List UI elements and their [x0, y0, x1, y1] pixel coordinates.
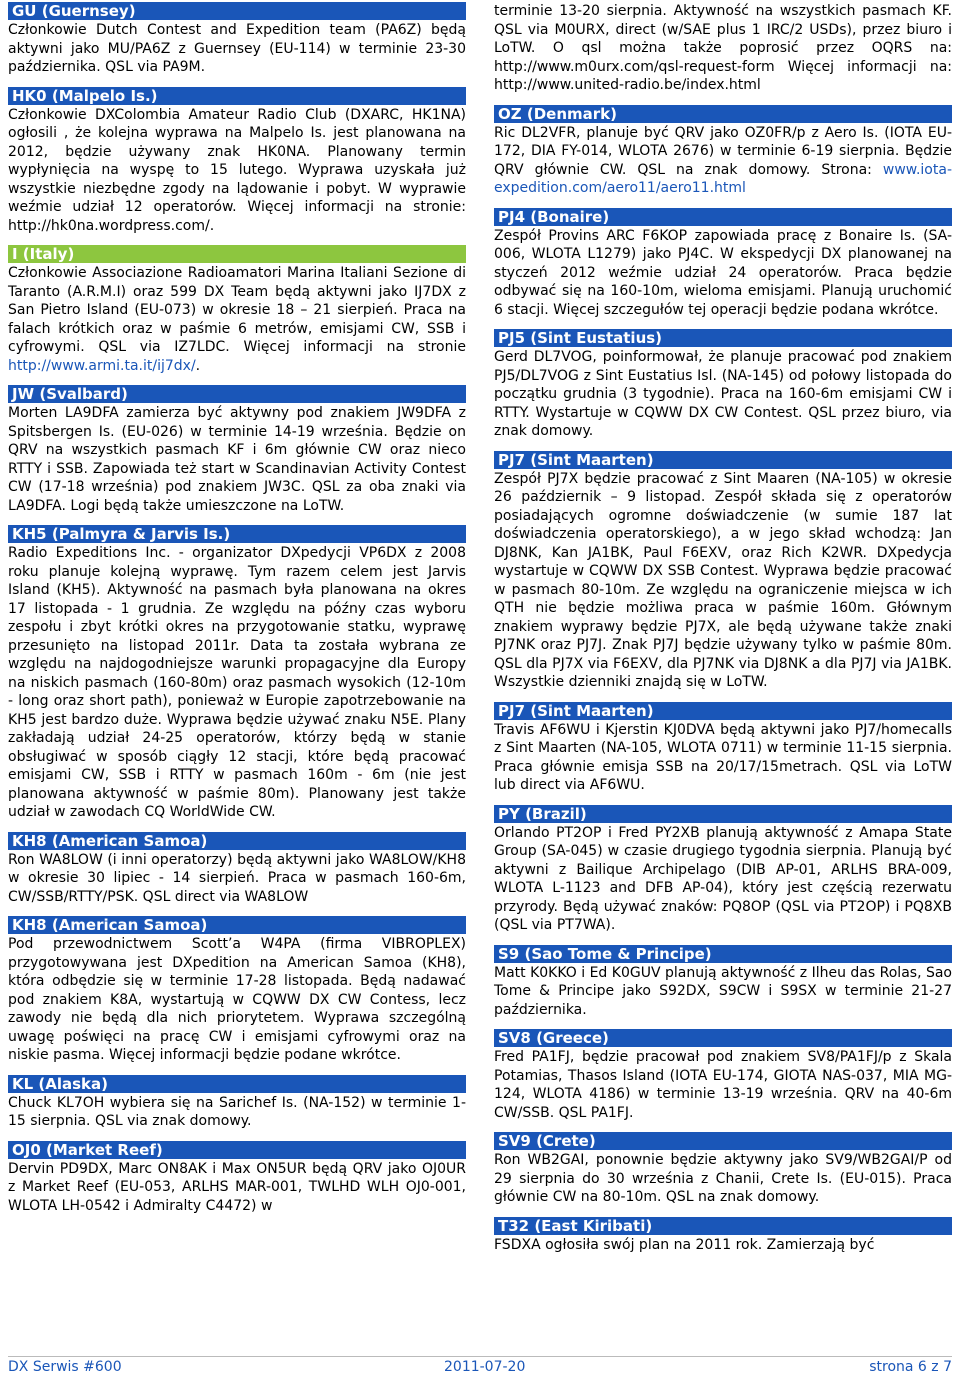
section-link[interactable]: http://www.armi.ta.it/ij7dx/: [8, 357, 196, 374]
section-header: PY (Brazil): [494, 805, 952, 823]
section-body: [8, 264, 466, 375]
section-header: PJ5 (Sint Eustatius): [494, 329, 952, 347]
section-text: Zespół Provins ARC F6KOP zapowiada pracę z Bonaire Is. (SA-006, WLOTA L1279) jako PJ4C. W ekspedycji DX planowanej na styczeń 2012 weźmie udział 24 operatorów. Praca będzie odbywać się na 160-10m, wieloma emisjami. Planują uruchomić 6 stacji. Więcej szczegułów tej operacji będzie podana wkrótce.: [494, 227, 952, 318]
section-header: KH5 (Palmyra & Jarvis Is.): [8, 525, 466, 543]
section-body: [8, 21, 466, 77]
section-text: Zespół PJ7X będzie pracować z Sint Maaren (NA-105) w okresie 26 październik – 9 listopad. Zespół składa się z operatorów posiadających ogromne doświadczenie (w sumie 187 lat doświadczenia operatorskiego), a w jego skład wchodzą: Jan DJ8NK, Kan JA1BK, Paul F6EXV, oraz Rich K2WR. DXpedycja wystartuje w CQWW DX SSB Contest. Wyprawa będzie pracować w pasmach 80-10m. Ze względu na ograniczenie miejsca w ich QTH nie będzie możliwa praca w paśmie 160m. Głównym znakiem wyprawy będzie PJ7X, ale będą używane także znaki PJ7NK oraz PJ7J. Znak PJ7J będzie używany tylko w paśmie 80m. QSL dla PJ7X via F6EXV, dla PJ7NK via DJ8NK a dla PJ7J via JA1BK. Wszystkie dzienniki znajdą się w LoTW.: [494, 470, 952, 690]
footer-publication: DX Serwis #600: [8, 1359, 122, 1375]
section-header: SV8 (Greece): [494, 1029, 952, 1047]
section-header: JW (Svalbard): [8, 385, 466, 403]
section-text: Ric DL2VFR, planuje być QRV jako OZ0FR/p z Aero Is. (IOTA EU-172, DIA FY-014, WLOTA 2676) w terminie 6-19 sierpnia. Będzie QRV głównie CW. QSL na znak domowy. Strona:: [494, 124, 952, 178]
section-header: HK0 (Malpelo Is.): [8, 87, 466, 105]
continued-text: [494, 2, 952, 95]
section-text: Travis AF6WU i Kjerstin KJ0DVA będą aktywni jako PJ7/homecalls z Sint Maarten (NA-105, WLOTA 0711) w terminie 11-15 sierpnia. Praca głównie emisja SSB na 20/17/15metrach. QSL via LoTW lub direct via AF6WU.: [494, 721, 952, 793]
footer-page-number: strona 6 z 7: [869, 1359, 952, 1375]
section-header: KH8 (American Samoa): [8, 916, 466, 934]
section: [494, 945, 952, 1020]
section-text: Ron WA8LOW (i inni operatorzy) będą aktywni jako WA8LOW/KH8 w okresie 30 lipiec - 14 sierpień. Praca w pasmach 160-6m, CW/SSB/RTTY/PSK. QSL direct via WA8LOW: [8, 851, 466, 905]
section-body: [494, 824, 952, 935]
section-text: Gerd DL7VOG, poinformował, że planuje pracować pod znakiem PJ5/DL7VOG z Sint Eustatius Isl. (NA-145) od połowy listopada do początku grudnia (3 tygodnie). Praca na 160-6m emisjami CW i RTTY. Wystartuje w CQWW DX CW Contest. QSL przez biuro, via znak domowy.: [494, 349, 952, 439]
section: [494, 702, 952, 795]
section-header: OZ (Denmark): [494, 105, 952, 123]
footer-date: 2011-07-20: [444, 1359, 526, 1375]
section: [8, 525, 466, 822]
section-body: [494, 721, 952, 795]
section-text: Matt K0KKO i Ed K0GUV planują aktywność z Ilheu das Rolas, Sao Tome & Principe jako S92DX, S9CW i S9SX w terminie 21-27 października.: [494, 964, 952, 1018]
section-header: OJ0 (Market Reef): [8, 1141, 466, 1159]
section-link[interactable]: www.iota-expedition.com/aero11/aero11.html: [494, 161, 952, 196]
section-body: [8, 1160, 466, 1216]
section-header: I (Italy): [8, 245, 466, 263]
section-body: [494, 227, 952, 320]
section: [494, 208, 952, 320]
section-header: KL (Alaska): [8, 1075, 466, 1093]
section-body: [8, 106, 466, 236]
section: [8, 832, 466, 907]
section-text: Fred PA1FJ, będzie pracował pod znakiem SV8/PA1FJ/p z Skala Potamias, Thasos Island (IOTA EU-174, GIOTA NAS-037, MIA MG-124, WLOTA 4186) w terminie 13-19 września. QRV na 40-6m CW/SSB. QSL PA1FJ.: [494, 1049, 952, 1121]
section-header: KH8 (American Samoa): [8, 832, 466, 850]
section: [494, 105, 952, 198]
section-body: [8, 404, 466, 515]
section-body: [8, 935, 466, 1065]
section-body: [494, 964, 952, 1020]
section-header: S9 (Sao Tome & Principe): [494, 945, 952, 963]
section-body: terminie 13-20 sierpnia. Aktywność na wszystkich pasmach KF. QSL via M0URX, direct (w/SAE plus 1 IRC/2 USDs), przez biuro i LoTW. O qsl można także poprosić przez OQRS na: http://www.m0urx.com/qsl-request-form Więcej informacji na: http://www.united-radio.be/index.html: [494, 3, 952, 93]
section-header: SV9 (Crete): [494, 1132, 952, 1150]
section-text-after: .: [195, 357, 201, 374]
left-column: [8, 2, 466, 1225]
section: [8, 87, 466, 236]
section-text: Dervin PD9DX, Marc ON8AK i Max ON5UR będą QRV jako OJ0UR z Market Reef (EU-053, ARLHS MAR-001, TWLHD WLH OJ0-001, WLOTA LH-0542 i Admiralty C4472) w: [8, 1160, 466, 1214]
section-text: Członkowie DXColombia Amateur Radio Club (DXARC, HK1NA) ogłosili , że kolejna wyprawa na Malpelo Is. jest planowana na 2012, będzie używany znak HK0NA. Planowany termin wypłynięcia na wyspę to 15 lutego. Wyprawa uzyskała już wszystkie niezbędne zgody na lądowanie i pobyt. W wyprawie weźmie udział 12 operatorów. Więcej informacji na stronie: http://hk0na.wordpress.com/.: [8, 106, 466, 234]
right-column: [494, 2, 952, 1264]
section-header: PJ4 (Bonaire): [494, 208, 952, 226]
section-text: Pod przewodnictwem Scott’a W4PA (firma VIBROPLEX) przygotowywana jest DXpedition na American Samoa (KH8), która odbędzie się w terminie 17-28 listopada. Będą nadawać pod znakiem K8A, wystartują w CQWW DX CW Contess, lecz zawody nie będą dla nich priorytetem. Wyprawa szczególną uwagę poświęci na pracę CW i emisjami cyfrowymi oraz na niskie pasma. Więcej informacji będzie podane wkrótce.: [8, 936, 466, 1063]
page-footer: [8, 1356, 952, 1377]
section-body: [494, 470, 952, 692]
section-body: [8, 1094, 466, 1131]
section: [8, 245, 466, 375]
section: [494, 1217, 952, 1255]
section-text: Orlando PT2OP i Fred PY2XB planują aktywność z Amapa State Group (SA-045) w czasie drugiego tygodnia sierpnia. Planują być aktywni z Bailique Archipelago (DIB AP-01, ARLHS BRA-009, WLOTA L-1123 and DFB AP-04), który jest częścią rezerwatu przyrody. Będą używać znaków: PQ8OP (QSL via PT2OP) i PQ8XB (QSL via PT7WA).: [494, 824, 952, 933]
section-header: PJ7 (Sint Maarten): [494, 702, 952, 720]
section: [494, 805, 952, 935]
section: [8, 916, 466, 1065]
section-header: T32 (East Kiribati): [494, 1217, 952, 1235]
section-body: [494, 124, 952, 198]
section: [8, 1141, 466, 1216]
section: [8, 2, 466, 77]
section-body: [494, 1236, 952, 1255]
section-text: Członkowie Dutch Contest and Expedition team (PA6Z) będą aktywni jako MU/PA6Z z Guernsey (EU-114) w terminie 23-30 października. QSL via PA9M.: [8, 22, 466, 75]
section-text: Członkowie Associazione Radioamatori Marina Italiani Sezione di Taranto (A.R.M.I) oraz 599 DX Team będą aktywni jako IJ7DX z San Pietro Island (EU-073) w okresie 18 – 21 sierpień. Praca na falach krótkich oraz w paśmie 6 metrów, emisjami CW, SSB i cyfrowymi. QSL via IZ7LDC. Więcej informacji na stronie: [8, 265, 466, 355]
section: [494, 451, 952, 692]
section-body: [494, 1048, 952, 1122]
section: [494, 329, 952, 441]
section: [8, 1075, 466, 1131]
section: [8, 385, 466, 515]
section-body: [494, 348, 952, 441]
section-body: [494, 1151, 952, 1207]
section-body: [8, 851, 466, 907]
section-text: Morten LA9DFA zamierza być aktywny pod znakiem JW9DFA z Spitsbergen Is. (EU-026) w terminie 14-19 września. Będzie on QRV na wszystkich pasmach KF i 6m głównie CW oraz nieco RTTY i SSB. Zapowiada też start w Scandinavian Activity Contest CW (17-18 września) pod znakiem JW3C. QSL za oba znaki via LA9DFA. Logi będą także umieszczone na LoTW.: [8, 405, 466, 514]
section-text: FSDXA ogłosiła swój plan na 2011 rok. Zamierzają być: [494, 1236, 875, 1253]
section: [494, 1132, 952, 1207]
section-header: GU (Guernsey): [8, 2, 466, 20]
section: [494, 1029, 952, 1122]
section-header: PJ7 (Sint Maarten): [494, 451, 952, 469]
section-body: [8, 544, 466, 822]
section-text: Chuck KL7OH wybiera się na Sarichef Is. (NA-152) w terminie 1-15 sierpnia. QSL via znak domowy.: [8, 1094, 466, 1129]
section-text: Radio Expeditions Inc. - organizator DXpedycji VP6DX z 2008 roku planuje kolejną wyprawę. Tym razem celem jest Jarvis Island (KH5). Aktywność na pasmach była planowana na okres 17 listopada - 1 grudnia. Ze względu na późny czas wyboru zespołu i zbyt krótki okres na przygotowanie statku, wyprawę przesunięto na listopad 2011r. Data ta została wybrana ze względu na najdogodniejsze warunki propagacyjne dla Europy na niskich pasmach (160-80m) oraz pasmach wysokich (12-10m - long oraz short path), ponieważ w Europie zapotrzebowanie na KH5 jest bardzo duże. Wyprawa będzie używać znaku N5E. Plany zakładają udział 24-25 operatorów, którzy będą w stanie obsługiwać w sposób ciągły 12 stacji, które będą pracować emisjami CW, SSB i RTTY w pasmach 160m - 6m (nie jest planowana aktywność w paśmie 80m). Planowany jest także udział w zawodach CQ WorldWide CW.: [8, 545, 466, 820]
section-text: Ron WB2GAI, ponownie będzie aktywny jako SV9/WB2GAI/P od 29 sierpnia do 30 września z Chanii, Crete Is. (EU-015). Praca głównie CW na 80-10m. QSL na znak domowy.: [494, 1152, 952, 1205]
